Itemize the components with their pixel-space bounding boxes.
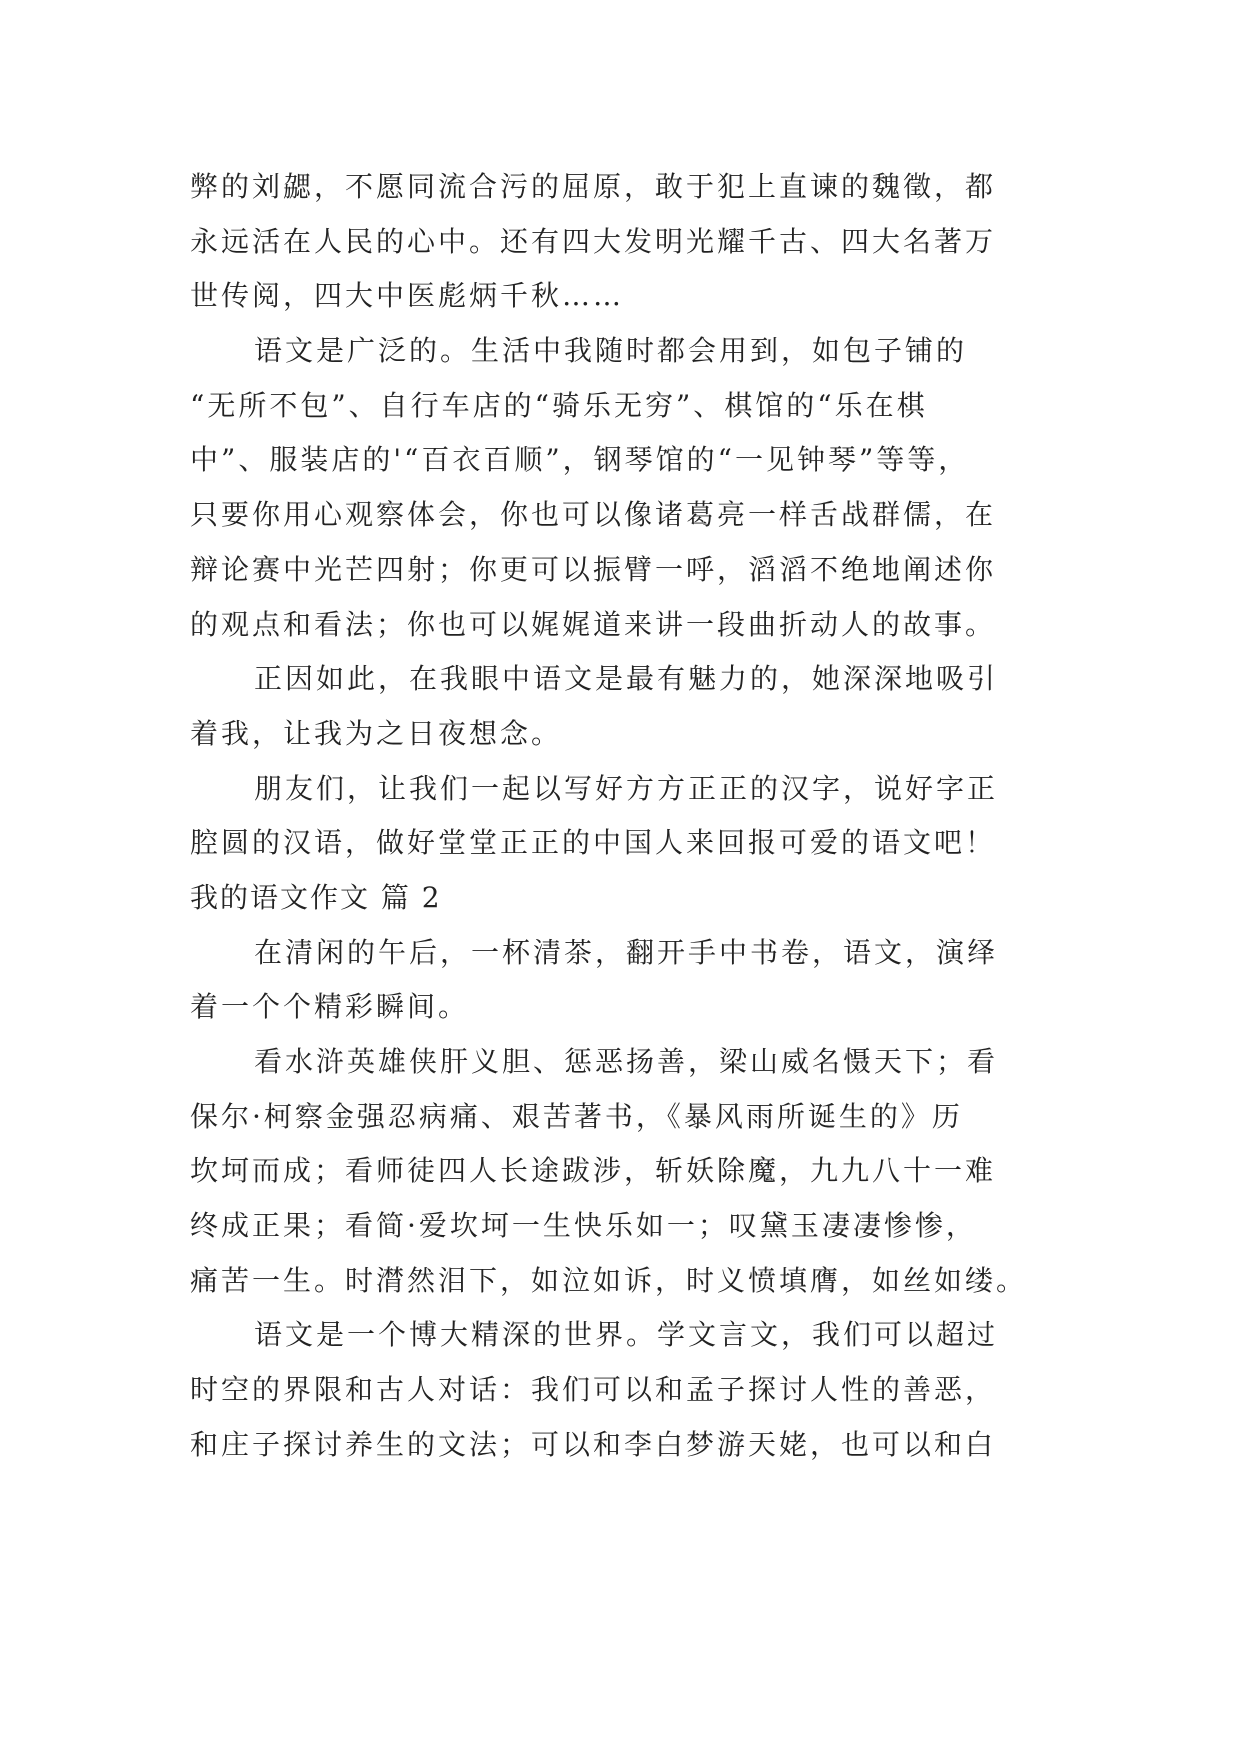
text-line: 着我，让我为之日夜想念。: [190, 716, 563, 750]
text-line: 保尔·柯察金强忍病痛、艰苦著书，《暴风雨所诞生的》历: [190, 1099, 963, 1133]
text-line: 坎坷而成；看师徒四人长途跋涉，斩妖除魔，九九八十一难: [190, 1154, 997, 1188]
text-line: 只要你用心观察体会，你也可以像诸葛亮一样舌战群儒，在: [190, 498, 997, 532]
text-line: 痛苦一生。时潸然泪下，如泣如诉，时义愤填膺，如丝如缕。: [190, 1263, 1028, 1297]
text-line: 时空的界限和古人对话：我们可以和孟子探讨人性的善恶，: [190, 1373, 997, 1407]
text-line: 腔圆的汉语，做好堂堂正正的中国人来回报可爱的语文吧！: [190, 826, 997, 860]
paragraph-first-line: 正因如此，在我眼中语文是最有魅力的，她深深地吸引: [254, 662, 999, 696]
text-line: 永远活在人民的心中。还有四大发明光耀千古、四大名著万: [190, 224, 997, 258]
text-line: 着一个个精彩瞬间。: [190, 990, 470, 1024]
paragraph-first-line: 语文是广泛的。生活中我随时都会用到，如包子铺的: [254, 334, 968, 368]
paragraph-first-line: 看水浒英雄侠肝义胆、惩恶扬善，梁山威名慑天下；看: [254, 1045, 999, 1078]
text-line: 和庄子探讨养生的文法；可以和李白梦游天姥，也可以和白: [190, 1427, 997, 1461]
section-heading: 我的语文作文 篇 2: [190, 880, 442, 914]
text-line: 世传阅，四大中医彪炳千秋……: [190, 279, 625, 313]
text-line: 的观点和看法；你也可以娓娓道来讲一段曲折动人的故事。: [190, 607, 997, 641]
text-line: 终成正果；看简·爱坎坷一生快乐如一；叹黛玉凄凄惨惨，: [190, 1209, 977, 1243]
paragraph-first-line: 朋友们，让我们一起以写好方方正正的汉字，说好字正: [254, 771, 999, 805]
document-body: [190, 160, 1050, 1473]
text-line: “无所不包”、自行车店的“骑乐无穷”、棋馆的“乐在棋: [190, 388, 928, 422]
text-line: 辩论赛中光芒四射；你更可以振臂一呼，滔滔不绝地阐述你: [190, 552, 997, 586]
paragraph-first-line: 在清闲的午后，一杯清茶，翻开手中书卷，语文，演绎: [254, 935, 999, 969]
text-line: 弊的刘勰，不愿同流合污的屈原，敢于犯上直谏的魏徵，都: [190, 170, 997, 203]
text-line: 中”、服装店的'“百衣百顺”，钢琴馆的“一见钟琴”等等，: [190, 443, 970, 477]
paragraph-first-line: 语文是一个博大精深的世界。学文言文，我们可以超过: [254, 1318, 999, 1352]
